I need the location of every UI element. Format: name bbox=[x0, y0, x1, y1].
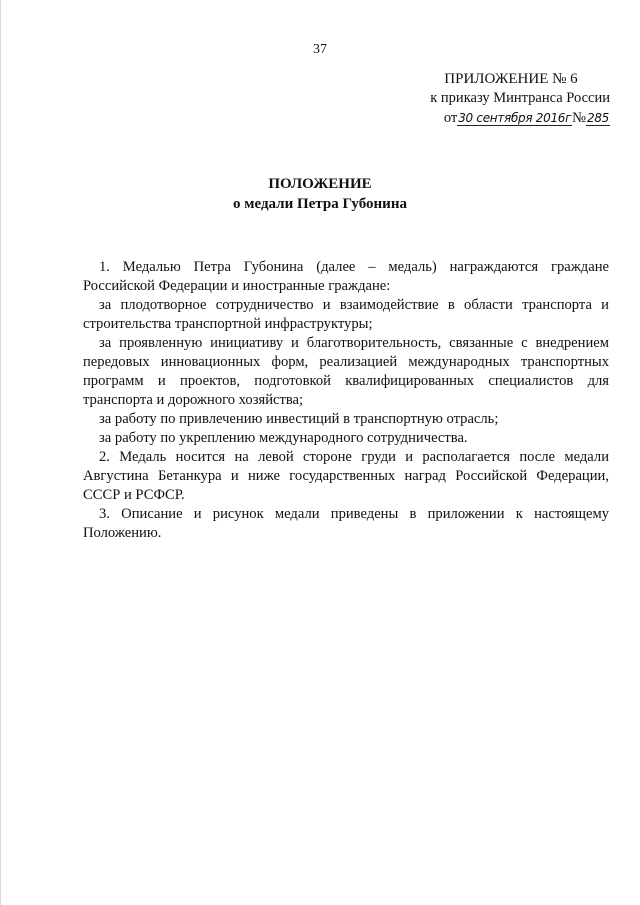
date-prefix: от bbox=[443, 110, 458, 126]
order-reference: к приказу Минтранса России bbox=[430, 90, 610, 106]
title-line-2: о медали Петра Губонина bbox=[233, 196, 407, 212]
appendix-header bbox=[370, 70, 610, 128]
page-edge-line bbox=[0, 0, 1, 905]
handwritten-number: 285 bbox=[586, 111, 609, 125]
paragraph-6: 2. Медаль носится на левой стороне груди и располагается после медали Августина Бетанкура и ниже государственных наград Российской Федерации, СССР и РСФСР. bbox=[83, 449, 609, 503]
order-date-line bbox=[370, 109, 610, 128]
number-prefix: № bbox=[572, 110, 586, 126]
paragraph-7: 3. Описание и рисунок медали приведены в приложении к настоящему Положению. bbox=[83, 506, 609, 541]
appendix-title: ПРИЛОЖЕНИЕ № 6 bbox=[444, 71, 578, 87]
title-line-1: ПОЛОЖЕНИЕ bbox=[268, 176, 372, 192]
document-body bbox=[83, 258, 609, 543]
page-number: 37 bbox=[313, 42, 327, 57]
paragraph-5: за работу по укреплению международного сотрудничества. bbox=[99, 430, 468, 446]
document-title bbox=[0, 174, 640, 214]
paragraph-2: за плодотворное сотрудничество и взаимодействие в области транспорта и строительства транспортной инфраструктуры; bbox=[83, 297, 609, 332]
handwritten-date: 30 сентября 2016г bbox=[458, 111, 572, 125]
paragraph-3: за проявленную инициативу и благотворительность, связанные с внедрением передовых инновационных форм, реализацией международных транспортных программ и проектов, подготовкой квалифицированных специалистов для транспорта и дорожного хозяйства; bbox=[83, 335, 609, 408]
paragraph-4: за работу по привлечению инвестиций в транспортную отрасль; bbox=[99, 411, 499, 427]
paragraph-1: 1. Медалью Петра Губонина (далее – медаль) награждаются граждане Российской Федерации и иностранные граждане: bbox=[83, 259, 609, 294]
